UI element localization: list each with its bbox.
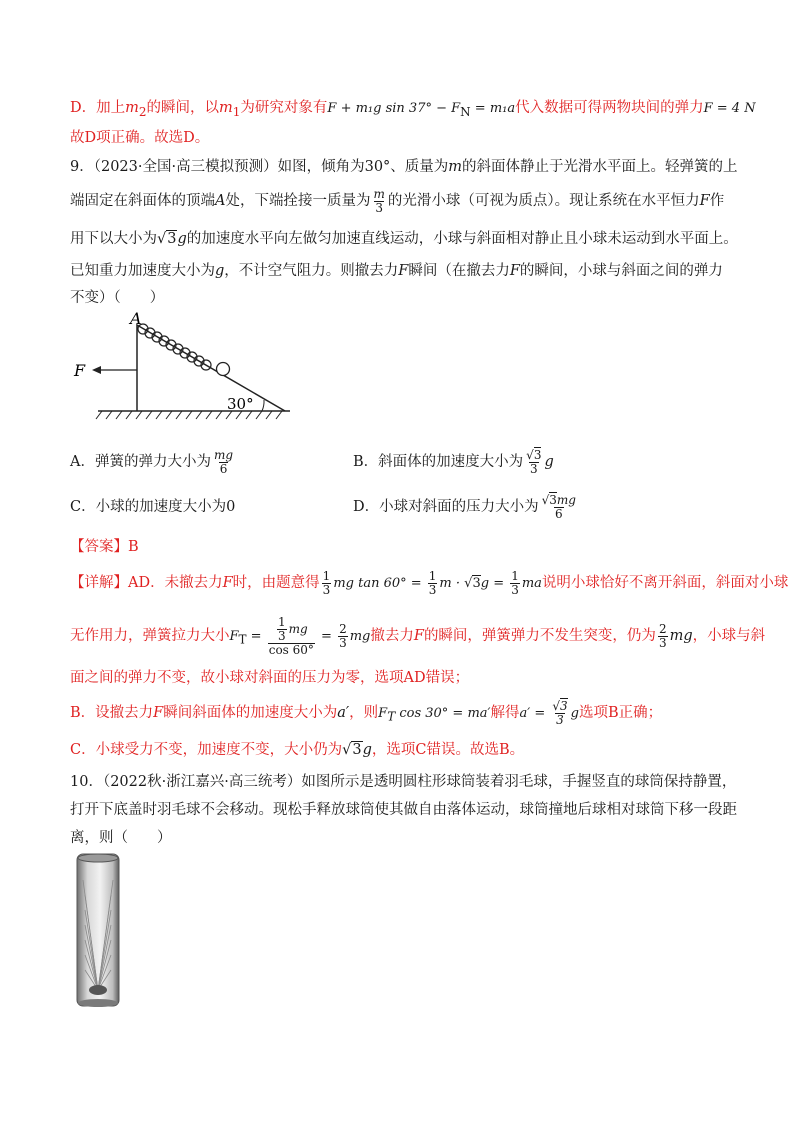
var-F: F [222, 575, 233, 591]
option-c[interactable]: C．小球的加速度大小为0 [70, 499, 236, 515]
incline-figure [70, 305, 310, 430]
q9-line-4 [70, 261, 723, 281]
text: 【详解】AD．未撤去力 [70, 575, 223, 591]
detail-line-5 [70, 740, 524, 760]
text: B．设撤去力 [70, 705, 154, 721]
tube-image [73, 850, 123, 1010]
text: 无作用力，弹簧拉力大小 [70, 628, 230, 644]
var-F: F [413, 628, 424, 644]
denominator: 6 [219, 461, 228, 476]
text: D．小球对斜面的压力大小为 [353, 499, 539, 515]
answer: 【答案】B [70, 539, 139, 555]
angle-arc [262, 400, 264, 411]
fraction [525, 449, 542, 476]
text: 为研究对象有 [240, 100, 328, 116]
formula-part: cos 30° = ma′ [399, 706, 491, 721]
formula-part: mg [288, 622, 308, 636]
subscript: T [238, 632, 247, 647]
text: 代入数据可得两物块间的弹力 [515, 100, 704, 116]
radicand: 3 [549, 492, 557, 507]
cork [89, 985, 107, 995]
subscript: N [460, 104, 471, 119]
denominator: 6 [554, 506, 563, 521]
detail-line-4 [70, 696, 662, 734]
q9-line-5: 不变）（ ） [70, 290, 165, 306]
text: 选项B正确； [578, 705, 663, 721]
text: ，不计空气阻力。则撤去力 [224, 263, 399, 279]
formula-4: a′ = $\frac{√3}{3}$ g [519, 699, 579, 727]
shuttlecock-tube-photo [73, 850, 123, 1010]
text: ，选项C错误。故选B。 [371, 742, 525, 758]
text: 9．（2023·全国·高三模拟预测）如图，倾角为30°、质量为 [70, 159, 449, 175]
var-g: g [544, 454, 554, 470]
numerator: √3mg [541, 492, 576, 507]
numerator: mg [213, 447, 234, 462]
radicand: 3 [167, 231, 177, 247]
formula-3: $F_T$ cos 30° = ma′ [378, 706, 491, 724]
text: C．小球受力不变，加速度不变，大小仍为 [70, 742, 343, 758]
fraction: $\frac{1}{3}$ [428, 569, 437, 597]
formula-part: = [246, 629, 266, 644]
formula-part: a′ = [519, 706, 550, 721]
text: 瞬间（在撤去力 [408, 263, 510, 279]
var-m: m [125, 100, 139, 116]
denominator: 3 [529, 461, 538, 476]
q9-line-3 [70, 229, 738, 249]
text: 解得 [490, 705, 520, 721]
var-g: g [177, 231, 187, 247]
formula-part: mg [349, 629, 371, 644]
text: 用下以大小为 [70, 231, 157, 247]
prev-option-d-line [70, 98, 756, 122]
label-A: A [130, 309, 142, 328]
fraction-m-3 [372, 188, 385, 215]
var-F: F [509, 263, 520, 279]
incline-body [137, 325, 285, 411]
radicand: 3 [533, 447, 542, 462]
text: ，小球与斜 [692, 628, 766, 644]
formula: F = 4 N [703, 101, 756, 116]
var-F: F [398, 263, 409, 279]
fraction: $\frac{2}{3}$ [658, 621, 667, 650]
sqrt: √3 [342, 742, 362, 758]
q9-line-1 [70, 157, 738, 177]
text: 的瞬间，以 [146, 100, 220, 116]
text: 的斜面体静止于光滑水平面上。轻弹簧的上 [462, 159, 738, 175]
ground-hatch [96, 411, 282, 419]
text: 说明小球恰好不离开斜面，斜面对小球 [541, 575, 789, 591]
formula-part: mg tan 60° = [333, 576, 426, 591]
var-g: g [362, 742, 372, 758]
text: B．斜面体的加速度大小为 [353, 454, 524, 470]
var-F: F [229, 629, 239, 644]
label-angle: 30° [227, 395, 254, 413]
formula-part: ma [521, 576, 542, 591]
formula-part: m · [439, 576, 465, 591]
text: 处，下端拴接一质量为 [225, 193, 371, 209]
compound-fraction [268, 616, 315, 657]
text: 作 [709, 193, 725, 209]
text: 端固定在斜面体的顶端 [70, 193, 215, 209]
text: D．加上 [70, 100, 126, 116]
text: 的光滑小球（可视为质点）。现让系统在水平恒力 [387, 193, 700, 209]
q9-line-2 [70, 184, 724, 218]
fraction: $\frac{1}{3}$ [511, 569, 519, 597]
radicand: 3 [352, 742, 362, 758]
text: A．弹簧的弹力大小为 [70, 454, 211, 470]
text: 的加速度水平向左做匀加速直线运动，小球与斜面相对静止且小球未运动到水平面上。 [186, 231, 738, 247]
arrow-head [92, 366, 101, 374]
var-mg: mg [556, 492, 576, 507]
formula: F + m₁g sin 37° − F [327, 101, 461, 116]
var-F: F [699, 193, 710, 209]
text: 已知重力加速度大小为 [70, 263, 215, 279]
numerator: √3 [526, 447, 542, 462]
detail-line-2 [70, 608, 765, 668]
var-F: F [153, 705, 164, 721]
label-F: F [74, 361, 86, 380]
sqrt: √3 [157, 231, 177, 247]
text: 的瞬间，弹簧弹力不发生突变，仍为 [423, 628, 656, 644]
denominator: cos 60° [268, 643, 314, 657]
formula-2 [229, 615, 371, 657]
fraction: $\frac{2}{3}$ [339, 622, 347, 650]
var-A: A [215, 193, 226, 209]
ball [217, 363, 230, 376]
option-d[interactable] [353, 490, 579, 524]
fraction [541, 494, 577, 521]
denominator: 3 [375, 200, 383, 215]
formula-part: g = [480, 576, 509, 591]
var-a-prime: a′ [337, 705, 350, 721]
q10-line-1: 10．（2022秋·浙江嘉兴·高三统考）如图所示是透明圆柱形球筒装着羽毛球，手握竖直的球筒保持静置， [70, 774, 737, 790]
option-b[interactable] [353, 445, 554, 479]
text: ，则 [349, 705, 379, 721]
numerator: $\frac{1}{3}$ mg [277, 615, 308, 643]
text: 的瞬间，小球与斜面之间的弹力 [519, 263, 723, 279]
text: 时，由题意得 [232, 575, 320, 591]
option-a[interactable] [70, 445, 236, 479]
formula-1: $\frac{1}{3}$ mg tan 60° = $\frac{1}{3}$ m · √3g = $\frac{1}{3}$ ma [322, 569, 542, 597]
incline-diagram [70, 305, 310, 430]
subscript: 1 [232, 104, 241, 119]
var-g: g [215, 263, 225, 279]
fraction [213, 449, 234, 476]
var-m: m [219, 100, 233, 116]
detail-line-1 [70, 566, 788, 601]
subscript: 2 [138, 104, 147, 119]
q10-line-2: 打开下底盖时羽毛球不会移动。现松手释放球筒使其做自由落体运动，球筒撞地后球相对球筒下移一段距 [70, 802, 737, 818]
fraction: $\frac{1}{3}$ [322, 569, 331, 597]
q10-line-3: 离，则（ ） [70, 830, 172, 846]
detail-line-3: 面之间的弹力不变，故小球对斜面的压力为零，选项AD错误； [70, 670, 470, 686]
prev-conclusion: 故D项正确。故选D。 [70, 130, 210, 146]
numerator: m [373, 186, 385, 201]
formula-part: mg [669, 628, 693, 644]
text: 撤去力 [370, 628, 414, 644]
text: 瞬间斜面体的加速度大小为 [163, 705, 338, 721]
formula-part: = [316, 629, 337, 644]
formula: = m₁a [470, 101, 516, 116]
var-m: m [448, 159, 463, 175]
